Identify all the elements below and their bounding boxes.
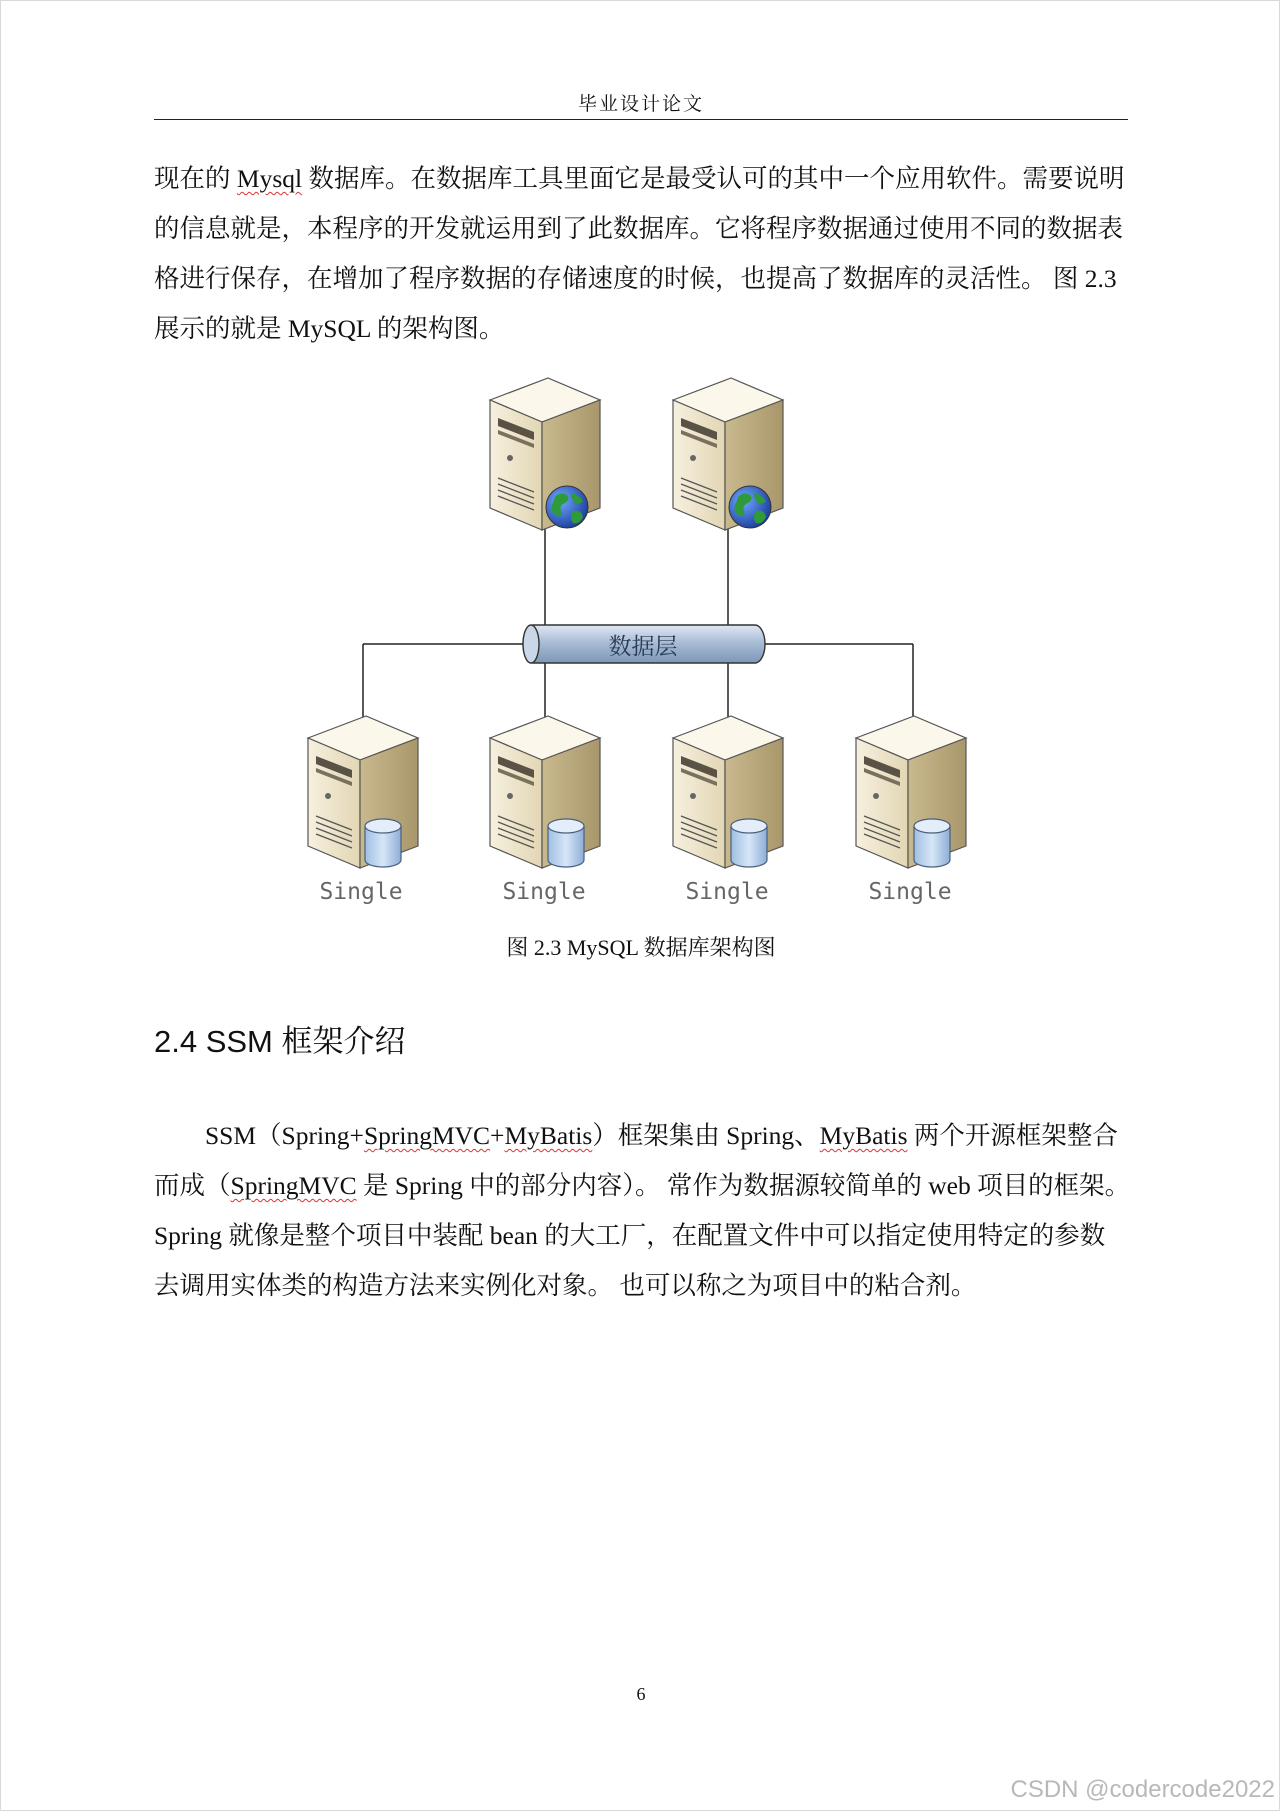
database-icon <box>731 819 767 867</box>
section-heading: 2.4 SSM 框架介绍 <box>154 1024 406 1059</box>
running-header: 毕业设计论文 <box>577 94 704 115</box>
watermark: CSDN @codercode2022 <box>1010 1776 1275 1803</box>
intro-line-3: 格进行保存，在增加了程序数据的存储速度的时候，也提高了数据库的灵活性。 图 2.3 <box>154 264 1117 293</box>
spellcheck-word: Mysql <box>236 164 303 193</box>
data-layer-bus <box>523 625 765 663</box>
node-label: Single <box>319 879 403 905</box>
header-rule <box>154 119 1128 120</box>
single-node-3 <box>673 716 783 905</box>
ssm-line-3: Spring 就像是整个项目中装配 bean 的大工厂，在配置文件中可以指定使用特定的参数 <box>154 1221 1106 1250</box>
intro-line-1: 现在的 Mysql 数据库。在数据库工具里面它是最受认可的其中一个应用软件。需要说明 <box>154 164 1125 193</box>
spellcheck-word: SpringMVC <box>363 1121 491 1150</box>
ssm-line-1: SSM（Spring+SpringMVC+MyBatis）框架集由 Spring、MyBatis 两个开源框架整合 <box>205 1121 1118 1150</box>
page-number: 6 <box>636 1684 646 1704</box>
database-icon <box>365 819 401 867</box>
figure-caption: 图 2.3 MySQL 数据库架构图 <box>506 935 776 960</box>
spellcheck-word: MyBatis <box>819 1121 908 1150</box>
intro-line-2: 的信息就是，本程序的开发就运用到了此数据库。它将程序数据通过使用不同的数据表 <box>154 214 1124 243</box>
node-label: Single <box>685 879 769 905</box>
database-icon <box>914 819 950 867</box>
single-node-1 <box>308 716 418 905</box>
intro-line-4: 展示的就是 MySQL 的架构图。 <box>154 314 505 343</box>
node-label: Single <box>502 879 586 905</box>
bus-label: 数据层 <box>608 634 678 660</box>
web-server-2 <box>673 378 783 530</box>
spellcheck-word: SpringMVC <box>230 1171 357 1200</box>
mysql-architecture-diagram <box>281 371 1001 911</box>
single-node-2 <box>490 716 600 905</box>
spellcheck-word: MyBatis <box>504 1121 593 1150</box>
ssm-line-4: 去调用实体类的构造方法来实例化对象。 也可以称之为项目中的粘合剂。 <box>154 1271 977 1300</box>
globe-icon <box>546 486 588 528</box>
intro-paragraph <box>154 154 1128 354</box>
ssm-paragraph <box>154 1111 1131 1311</box>
web-server-1 <box>490 378 600 530</box>
globe-icon <box>729 486 771 528</box>
single-node-4 <box>856 716 966 905</box>
database-icon <box>548 819 584 867</box>
node-label: Single <box>868 879 952 905</box>
ssm-line-2: 而成（SpringMVC 是 Spring 中的部分内容）。 常作为数据源较简单的 web 项目的框架。 <box>154 1171 1131 1200</box>
